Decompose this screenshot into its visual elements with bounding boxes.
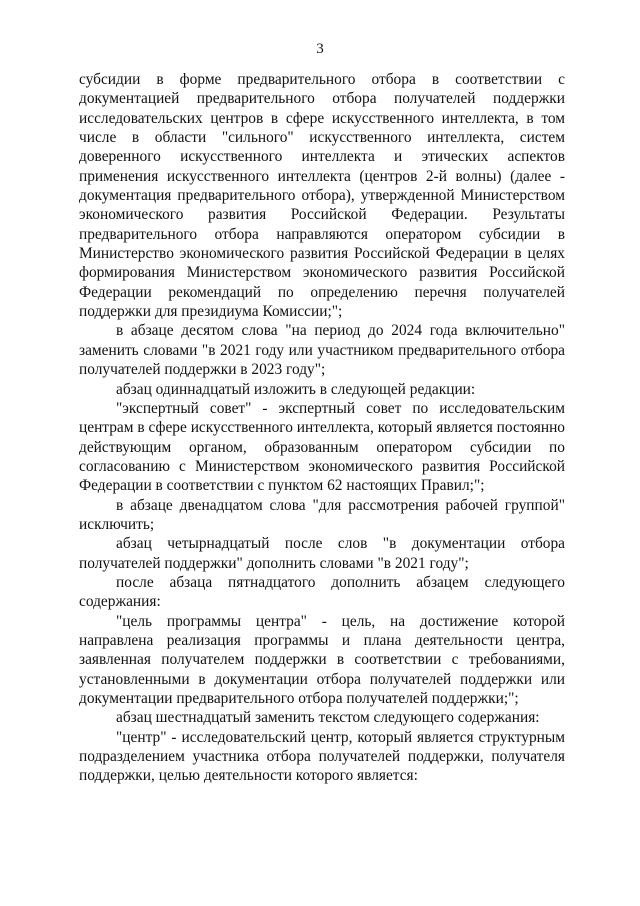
paragraph-center-definition: "центр" - исследовательский центр, который является структурным подразделением участника отбора получателей поддержки, получателя поддержки, целью деятельности которого является: (79, 728, 565, 785)
paragraph-subsidy-preselection: субсидии в форме предварительного отбора в соответствии с документацией предварительного отбора получателей поддержки исследовательских центров в сфере искусственного интеллекта, в том числе в области "сильного" искусственного интеллекта, систем доверенного искусственного интеллекта и этических аспектов применения искусственного интеллекта (центров 2-й волны) (далее - документация предварительного отбора), утвержденной Министерством экономического развития Российской Федерации. Результаты предварительного отбора направляются оператором субсидии в Министерство экономического развития Российской Федерации в целях формирования Министерством экономического развития Российской Федерации рекомендаций по определению перечня получателей поддержки для президиума Комиссии;"; (79, 71, 565, 321)
document-body (79, 70, 565, 786)
page-number: 3 (316, 41, 324, 57)
paragraph-abzac-12: в абзаце двенадцатом слова "для рассмотрения рабочей группой" исключить; (79, 496, 565, 533)
paragraph-after-abzac-15: после абзаца пятнадцатого дополнить абзацем следующего содержания: (79, 573, 565, 611)
paragraph-abzac-10: в абзаце десятом слова "на период до 2024 года включительно" заменить словами "в 2021 году или участником предварительного отбора получателей поддержки в 2023 году"; (79, 322, 565, 379)
paragraph-abzac-14: абзац четырнадцатый после слов "в документации отбора получателей поддержки" дополнить словами "в 2021 году"; (79, 535, 565, 572)
paragraph-abzac-16: абзац шестнадцатый заменить текстом следующего содержания: (116, 709, 540, 727)
paragraph-abzac-11-intro: абзац одиннадцатый изложить в следующей редакции: (116, 380, 476, 398)
paragraph-expert-council-definition: "экспертный совет" - экспертный совет по исследовательским центрам в сфере искусственного интеллекта, который является постоянно действующим органом, образованным оператором субсидии по согласованию с Министерством экономического развития Российской Федерации в соответствии с пунктом 62 настоящих Правил;"; (79, 399, 565, 495)
paragraph-program-goal-definition: "цель программы центра" - цель, на достижение которой направлена реализация программы и плана деятельности центра, заявленная получателем поддержки в соответствии с требованиями, установленными в документации отбора получателей поддержки или документации предварительного отбора получателей поддержки;"; (79, 612, 565, 707)
